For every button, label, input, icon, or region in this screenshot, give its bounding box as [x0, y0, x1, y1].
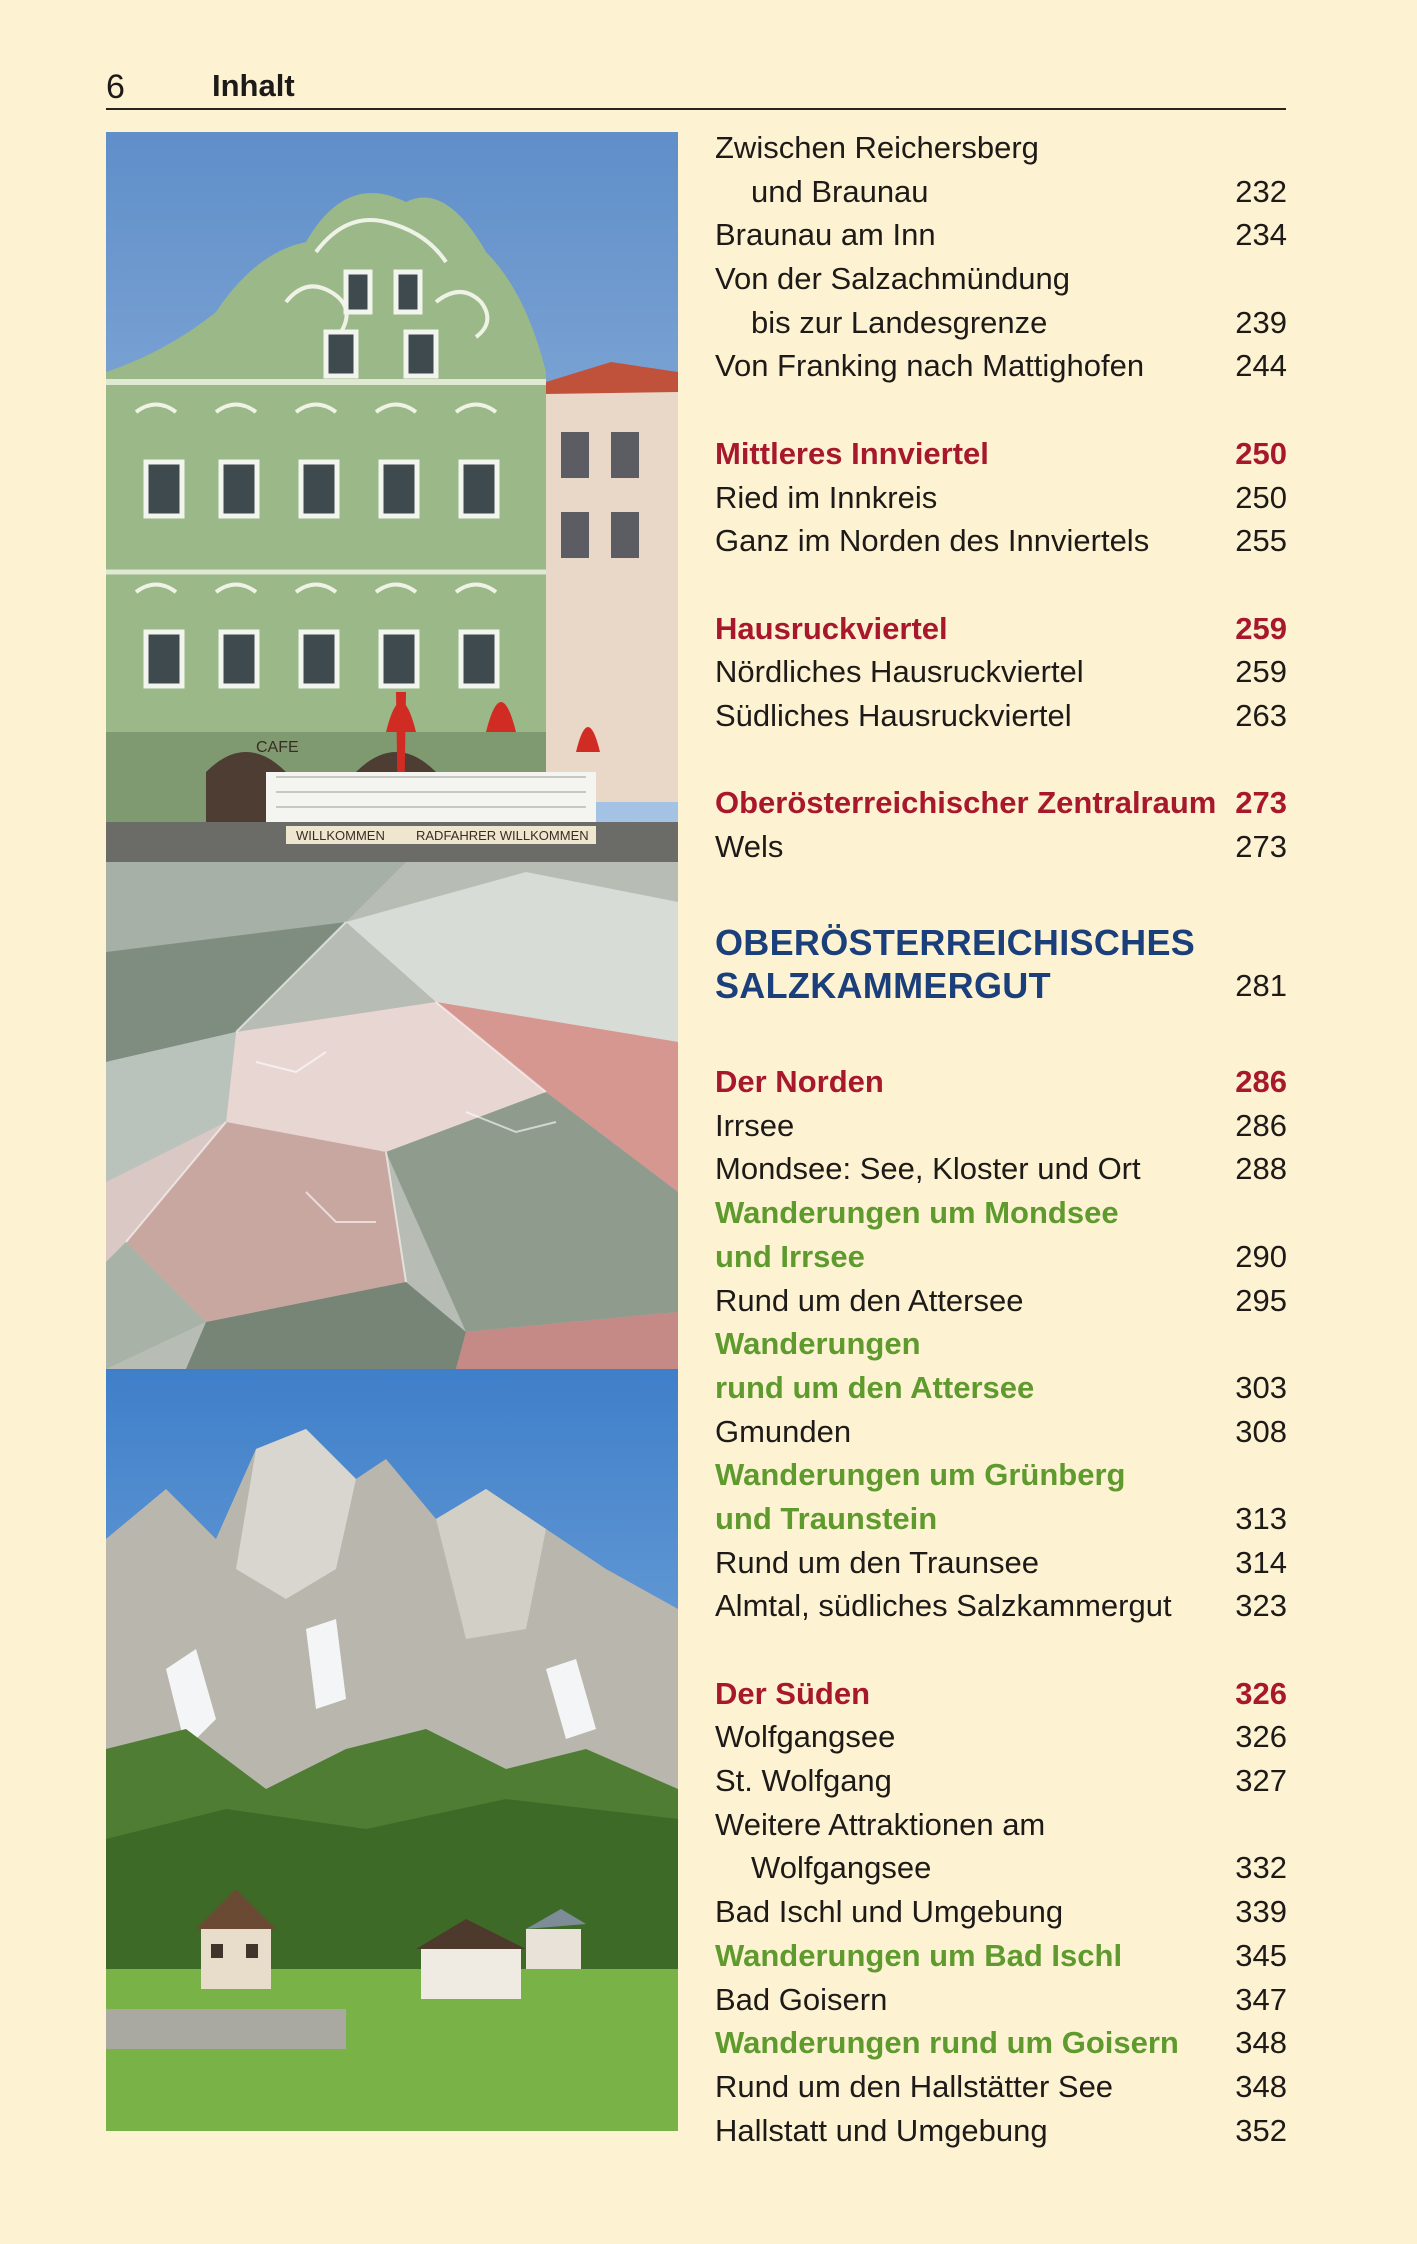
toc-entry[interactable]: Nördliches Hausruckviertel 259: [715, 650, 1287, 694]
toc-hike-entry[interactable]: Wanderungen um Mondsee: [715, 1195, 1119, 1231]
toc-heading[interactable]: Oberösterreichischer Zentralraum 273: [715, 781, 1287, 825]
toc-chapter[interactable]: OBERÖSTERREICHISCHES: [715, 921, 1196, 963]
toc-entry[interactable]: Weitere Attraktionen am: [715, 1806, 1046, 1842]
photo-column: [106, 132, 678, 2132]
page-ref: 263: [1235, 697, 1287, 733]
toc-entry[interactable]: Rund um den Attersee 295: [715, 1279, 1287, 1323]
toc-entry[interactable]: Rund um den Traunsee 314: [715, 1541, 1287, 1585]
toc-entry[interactable]: Braunau am Inn 234: [715, 213, 1287, 257]
section-title: Inhalt: [212, 68, 295, 103]
toc-entry[interactable]: Von der Salzachmündung: [715, 261, 1071, 297]
page-ref: 273: [1235, 785, 1287, 821]
page-ref: 303: [1235, 1369, 1287, 1405]
page-ref: 232: [1235, 173, 1287, 209]
toc-hike-entry[interactable]: und Irrsee 290: [715, 1235, 1287, 1279]
toc-entry[interactable]: Bad Goisern 347: [715, 1978, 1287, 2022]
page-ref: 288: [1235, 1151, 1287, 1187]
willkommen-sign: WILLKOMMEN: [296, 828, 385, 843]
toc-entry[interactable]: Almtal, südliches Salzkammergut 323: [715, 1584, 1287, 1628]
toc-hike-entry[interactable]: Wanderungen rund um Goisern 348: [715, 2021, 1287, 2065]
toc-entry[interactable]: Gmunden 308: [715, 1410, 1287, 1454]
page-ref: 259: [1235, 610, 1287, 646]
page-ref: 323: [1235, 1588, 1287, 1624]
page-ref: 348: [1235, 2025, 1287, 2061]
toc-entry[interactable]: Von Franking nach Mattighofen 244: [715, 344, 1287, 388]
toc-entry[interactable]: Wolfgangsee 326: [715, 1715, 1287, 1759]
page-ref: 259: [1235, 654, 1287, 690]
toc-entry[interactable]: Wolfgangsee 332: [715, 1846, 1287, 1890]
toc-entry[interactable]: Wels 273: [715, 825, 1287, 869]
page-ref: 295: [1235, 1282, 1287, 1318]
cafe-sign: CAFE: [256, 739, 299, 756]
toc-chapter[interactable]: SALZKAMMERGUT 281: [715, 965, 1287, 1007]
toc-heading[interactable]: Mittleres Innviertel 250: [715, 432, 1287, 476]
page-ref: 348: [1235, 2068, 1287, 2104]
page-ref: 327: [1235, 1763, 1287, 1799]
page-ref: 290: [1235, 1238, 1287, 1274]
radfahrer-sign: RADFAHRER WILLKOMMEN: [416, 828, 589, 843]
page-ref: 273: [1235, 829, 1287, 864]
toc-entry[interactable]: Zwischen Reichersberg: [715, 130, 1039, 165]
toc-heading[interactable]: Der Süden 326: [715, 1672, 1287, 1716]
page-ref: 326: [1235, 1719, 1287, 1755]
page-ref: 345: [1235, 1937, 1287, 1973]
page-ref: 286: [1235, 1064, 1287, 1100]
page-ref: 234: [1235, 217, 1287, 253]
toc-entry[interactable]: Irrsee 286: [715, 1104, 1287, 1148]
toc-heading[interactable]: Hausruckviertel 259: [715, 607, 1287, 651]
page-ref: 352: [1235, 2112, 1287, 2148]
toc-entry[interactable]: Mondsee: See, Kloster und Ort 288: [715, 1147, 1287, 1191]
mountain-village-photo: [106, 1369, 678, 2131]
page-ref: 286: [1235, 1107, 1287, 1143]
toc-hike-entry[interactable]: Wanderungen: [715, 1326, 921, 1362]
page-ref: 347: [1235, 1981, 1287, 2017]
page-number: 6: [106, 68, 125, 106]
toc-hike-entry[interactable]: Wanderungen um Grünberg: [715, 1457, 1126, 1493]
toc-entry[interactable]: Hallstatt und Umgebung 352: [715, 2109, 1287, 2153]
table-of-contents: [715, 126, 1287, 2152]
page-ref: 281: [1235, 968, 1287, 1004]
toc-entry[interactable]: Rund um den Hallstätter See 348: [715, 2065, 1287, 2109]
toc-entry[interactable]: Südliches Hausruckviertel 263: [715, 694, 1287, 738]
toc-entry[interactable]: St. Wolfgang 327: [715, 1759, 1287, 1803]
page-ref: 255: [1235, 523, 1287, 559]
page-ref: 239: [1235, 304, 1287, 340]
toc-entry[interactable]: Ried im Innkreis 250: [715, 476, 1287, 520]
page-ref: 308: [1235, 1413, 1287, 1449]
toc-heading[interactable]: Der Norden 286: [715, 1060, 1287, 1104]
toc-entry[interactable]: und Braunau 232: [715, 170, 1287, 214]
toc-entry[interactable]: Ganz im Norden des Innviertels 255: [715, 519, 1287, 563]
toc-hike-entry[interactable]: Wanderungen um Bad Ischl 345: [715, 1934, 1287, 1978]
page-ref: 250: [1235, 479, 1287, 515]
page-ref: 244: [1235, 348, 1287, 384]
toc-entry[interactable]: Bad Ischl und Umgebung 339: [715, 1890, 1287, 1934]
toc-hike-entry[interactable]: rund um den Attersee 303: [715, 1366, 1287, 1410]
toc-entry[interactable]: bis zur Landesgrenze 239: [715, 301, 1287, 345]
page-ref: 250: [1235, 435, 1287, 471]
toc-hike-entry[interactable]: und Traunstein 313: [715, 1497, 1287, 1541]
page-header: [106, 62, 1286, 110]
page-ref: 326: [1235, 1675, 1287, 1711]
page-ref: 332: [1235, 1850, 1287, 1886]
page-ref: 313: [1235, 1500, 1287, 1536]
baroque-house-photo: [106, 132, 678, 862]
page-ref: 314: [1235, 1544, 1287, 1580]
glass-shards-photo: [106, 862, 678, 1369]
page-ref: 339: [1235, 1894, 1287, 1930]
